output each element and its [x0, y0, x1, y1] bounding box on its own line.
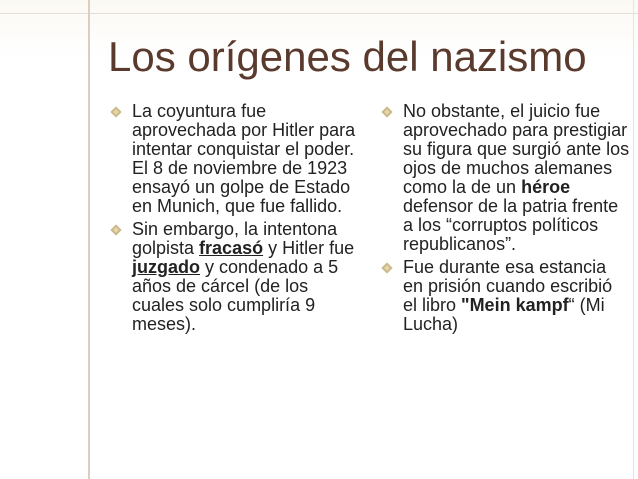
diamond-bullet-icon: [110, 224, 121, 235]
bullet-item: [110, 102, 360, 216]
emphasized-text: héroe: [521, 177, 571, 197]
slide-title: Los orígenes del nazismo: [108, 33, 587, 80]
diamond-bullet-icon: [381, 106, 392, 117]
bullet-text: defensor de la patria frente a los “corruptos políticos republicanos”.: [403, 196, 619, 254]
right-bullet-list: [381, 102, 631, 334]
diamond-bullet-icon: [110, 106, 121, 117]
bullet-text: No obstante, el juicio fue aprovechado para prestigiar su figura que surgió ante los ojos de muchos alemanes como la de un: [403, 101, 630, 197]
bullet-text: y Hitler fue: [263, 238, 355, 258]
emphasized-text: juzgado: [132, 257, 200, 277]
right-column: [381, 102, 631, 338]
bullet-item: [381, 258, 631, 334]
left-bullet-list: [110, 102, 360, 334]
bullet-item: [381, 102, 631, 254]
bullet-text: “ (Mi Lucha): [403, 295, 605, 334]
bullet-text: Sin embargo, la intentona golpista: [132, 219, 338, 258]
bullet-text: La coyuntura fue aprovechada por Hitler para intentar conquistar el poder. El 8 de noviembre de 1923 ensayó un golpe de Estado en Munich, que fue fallido.: [132, 101, 356, 216]
bullet-text: y condenado a 5 años de cárcel (de los cuales solo cumpliría 9 meses).: [132, 257, 339, 334]
bullet-text: Fue durante esa estancia en prisión cuando escribió el libro: [403, 257, 613, 315]
left-column: [110, 102, 360, 338]
frame-right-line: [633, 0, 634, 479]
emphasized-text: "Mein kampf: [461, 295, 569, 315]
emphasized-text: fracasó: [199, 238, 264, 258]
diamond-bullet-icon: [381, 262, 392, 273]
bullet-item: [110, 220, 360, 334]
